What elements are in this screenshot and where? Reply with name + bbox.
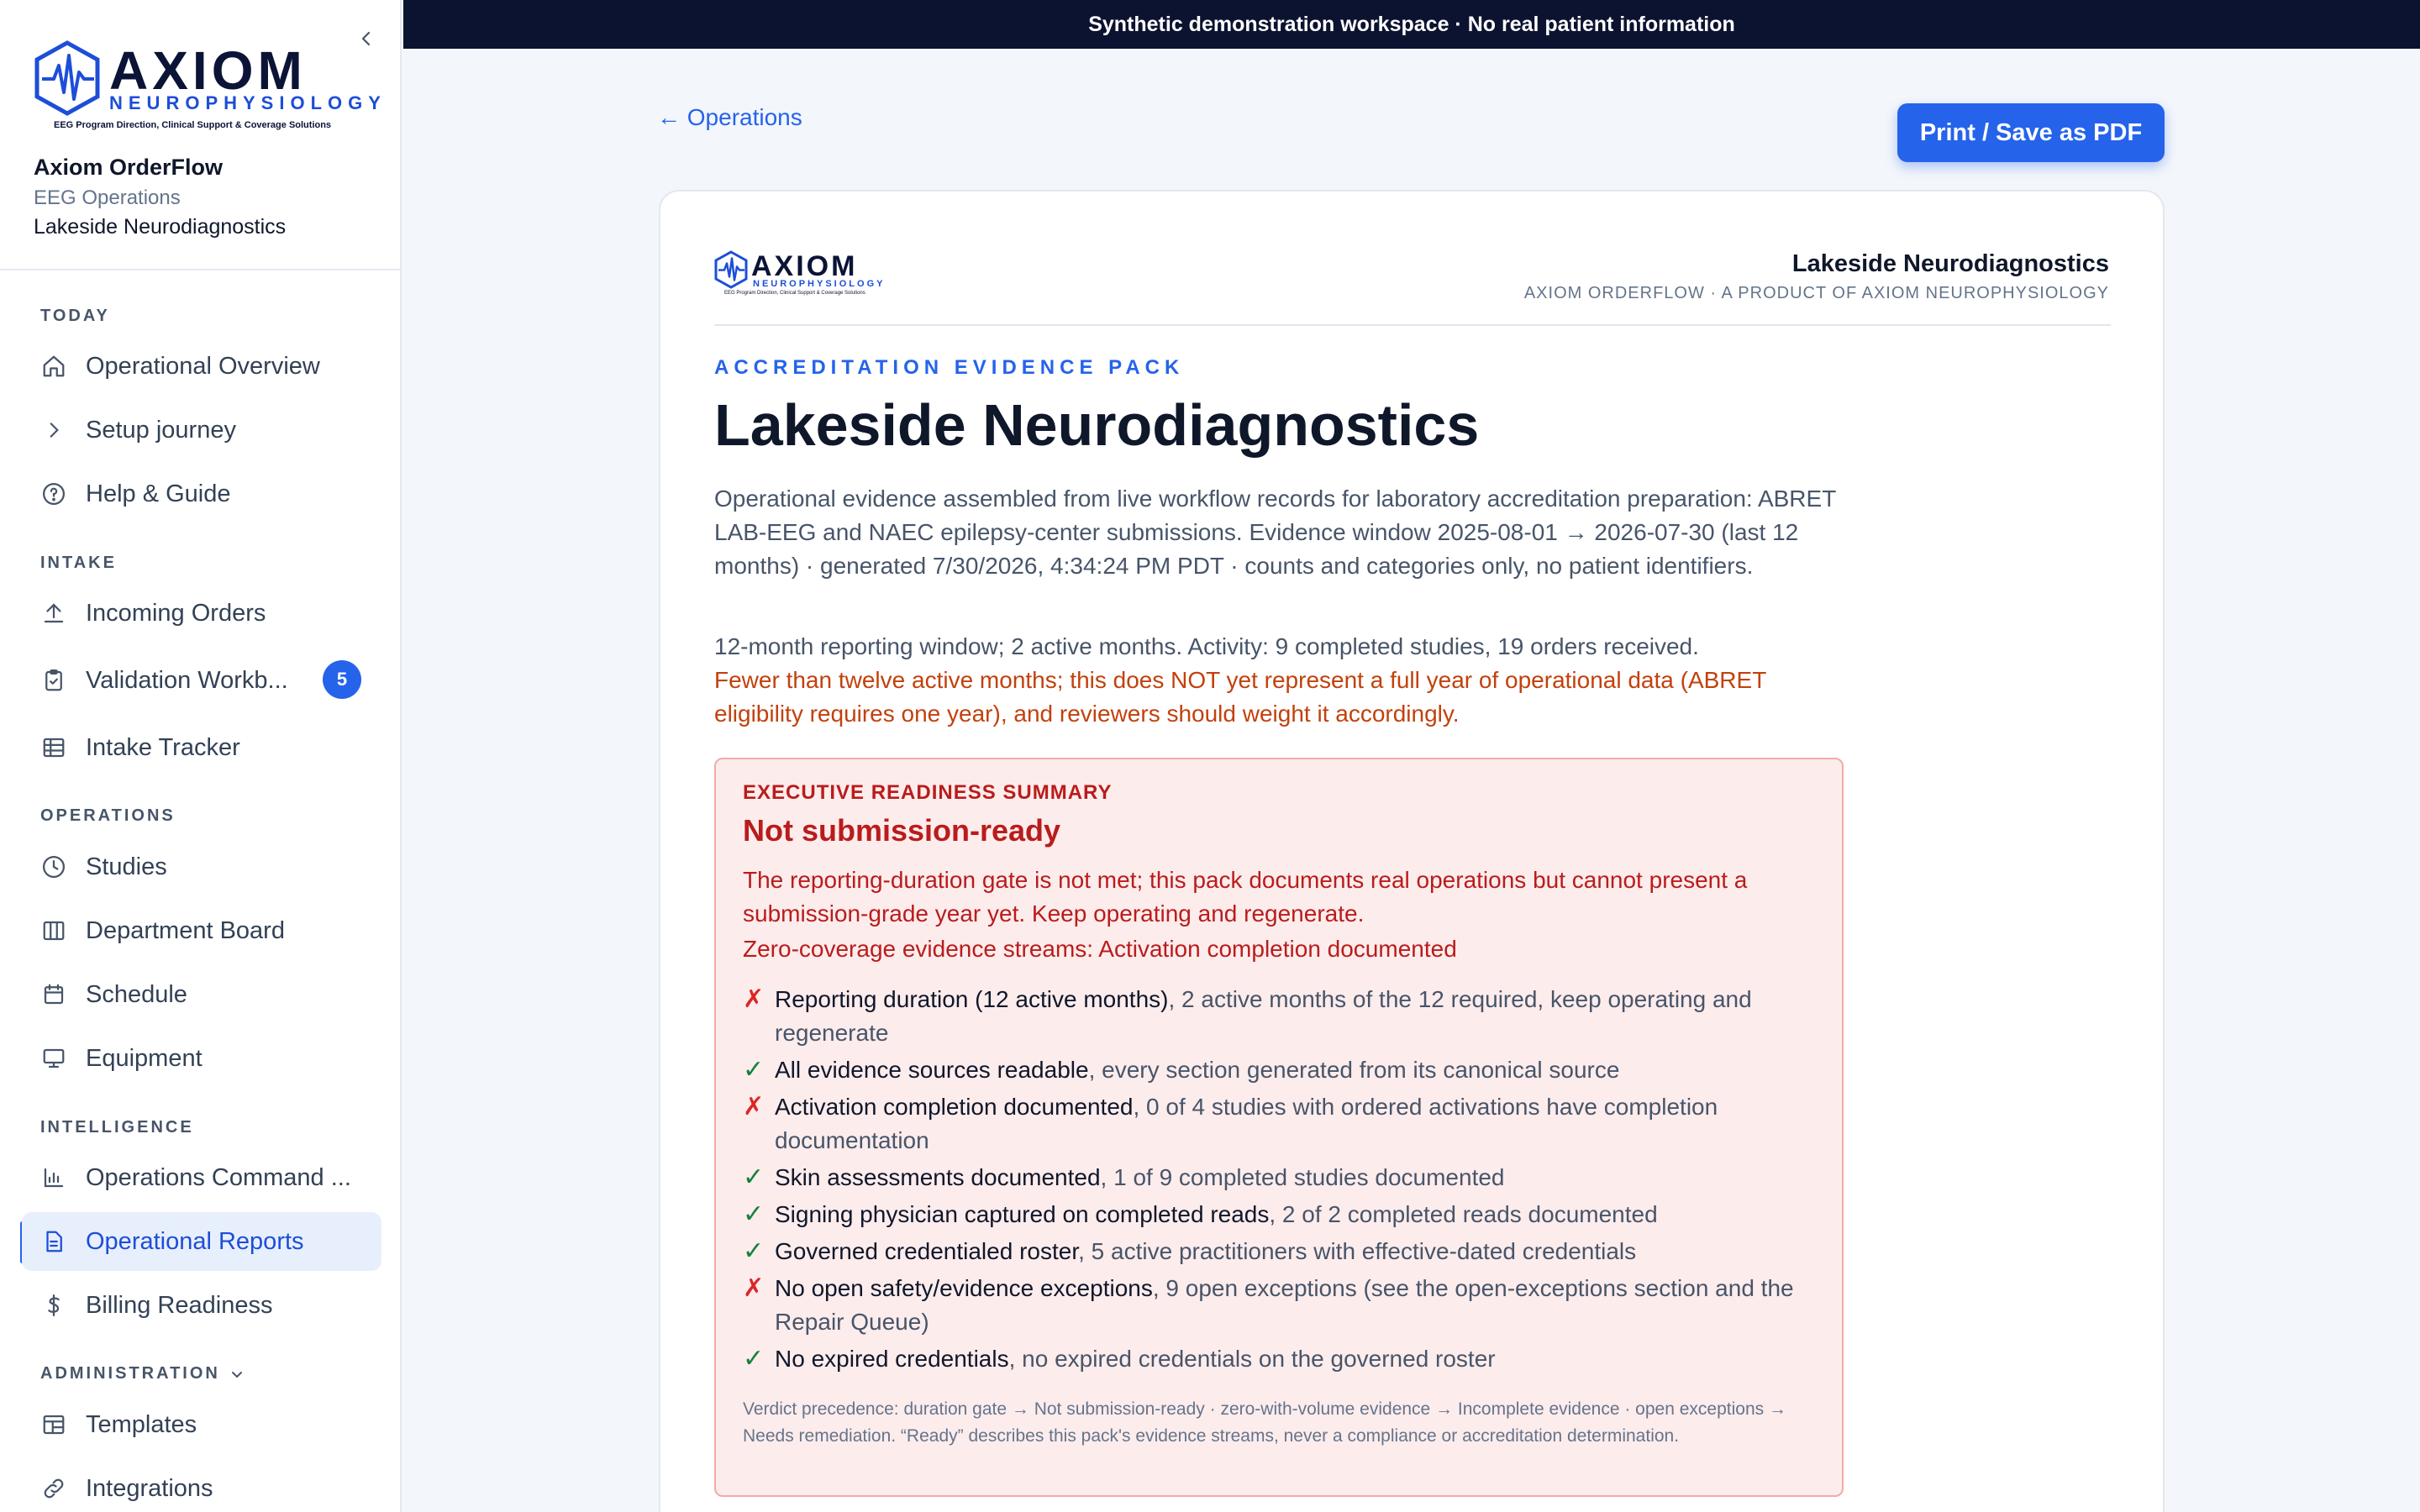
verdict-precedence-footnote: Verdict precedence: duration gate → Not submission-ready · zero-with-volume evidence → Incomplete evidence · open exceptions → Needs remediation. “Ready” describes this pack's evidence streams, never a compliance or accreditation determination. bbox=[743, 1399, 1786, 1446]
readiness-check-item bbox=[743, 1053, 1818, 1087]
section-administration[interactable] bbox=[40, 1364, 245, 1383]
check-name: Reporting duration (12 active months) bbox=[775, 986, 1169, 1012]
monitor-icon bbox=[39, 1043, 69, 1074]
readiness-check-item bbox=[743, 1090, 1818, 1158]
columns-icon bbox=[39, 916, 69, 946]
report-logo-subtitle: NEUROPHYSIOLOGY bbox=[753, 279, 886, 289]
check-detail: , no expired credentials on the governed roster bbox=[1008, 1346, 1496, 1372]
report-logo-tagline: EEG Program Direction, Clinical Support & Coverage Solutions bbox=[724, 291, 865, 296]
back-to-operations-link[interactable]: ← Operations bbox=[657, 104, 802, 130]
sidebar-item-label: Studies bbox=[86, 853, 167, 880]
sidebar-item-label: Operational Reports bbox=[86, 1227, 304, 1255]
sidebar-item-incoming-orders[interactable] bbox=[22, 584, 381, 643]
sidebar-item-billing-readiness[interactable] bbox=[22, 1276, 381, 1335]
check-name: Governed credentialed roster bbox=[775, 1238, 1079, 1264]
check-name: No open safety/evidence exceptions bbox=[775, 1275, 1153, 1301]
check-detail: , 9 open exceptions (see the open-exceptions section and the Repair Queue) bbox=[775, 1275, 1794, 1335]
sidebar-item-label: Validation Workb... bbox=[86, 666, 288, 694]
sidebar-item-intake-tracker[interactable] bbox=[22, 718, 381, 777]
axiom-logo-mark-icon bbox=[34, 40, 101, 116]
chevron-right-icon bbox=[39, 415, 69, 445]
check-name: No expired credentials bbox=[775, 1346, 1009, 1372]
readiness-check-item bbox=[743, 1161, 1818, 1194]
check-name: Activation completion documented bbox=[775, 1094, 1134, 1120]
pass-check-icon: ✓ bbox=[743, 1345, 765, 1373]
site-name: Lakeside Neurodiagnostics bbox=[34, 215, 287, 239]
readiness-check-item bbox=[743, 1235, 1818, 1268]
department-name: EEG Operations bbox=[34, 186, 181, 209]
sidebar-item-label: Operational Overview bbox=[86, 352, 320, 380]
section-intake: INTAKE bbox=[40, 554, 117, 572]
bar-chart-icon bbox=[39, 1163, 69, 1193]
readiness-check-item bbox=[743, 1342, 1818, 1376]
validation-count-badge: 5 bbox=[323, 660, 361, 699]
fail-x-icon: ✗ bbox=[743, 985, 765, 1013]
sidebar-item-label: Intake Tracker bbox=[86, 733, 240, 761]
pass-check-icon: ✓ bbox=[743, 1163, 765, 1191]
brand-tagline: EEG Program Direction, Clinical Support & Coverage Solutions bbox=[54, 120, 332, 130]
upload-icon bbox=[39, 598, 69, 628]
axiom-logo-mark-icon bbox=[714, 250, 748, 289]
sidebar-item-help-guide[interactable] bbox=[22, 465, 381, 523]
layout-template-icon bbox=[39, 1410, 69, 1440]
check-name: All evidence sources readable bbox=[775, 1057, 1089, 1083]
sidebar-item-label: Help & Guide bbox=[86, 480, 231, 507]
sidebar-item-templates[interactable] bbox=[22, 1395, 381, 1454]
section-today: TODAY bbox=[40, 307, 110, 325]
sidebar-item-label: Incoming Orders bbox=[86, 599, 266, 627]
sidebar-item-label: Integrations bbox=[86, 1474, 213, 1502]
file-text-icon bbox=[39, 1226, 69, 1257]
report-kicker: ACCREDITATION EVIDENCE PACK bbox=[714, 356, 1185, 379]
clock-icon bbox=[39, 852, 69, 882]
executive-readiness-summary bbox=[714, 758, 1844, 1497]
section-intelligence: INTELLIGENCE bbox=[40, 1118, 194, 1137]
dollar-icon bbox=[39, 1290, 69, 1320]
check-name: Skin assessments documented bbox=[775, 1164, 1101, 1190]
sidebar-item-setup-journey[interactable] bbox=[22, 401, 381, 459]
sidebar-item-schedule[interactable] bbox=[22, 965, 381, 1024]
fail-x-icon: ✗ bbox=[743, 1093, 765, 1121]
calendar-icon bbox=[39, 979, 69, 1010]
section-operations: OPERATIONS bbox=[40, 806, 176, 825]
sidebar-item-equipment[interactable] bbox=[22, 1029, 381, 1088]
sidebar-item-department-board[interactable] bbox=[22, 901, 381, 960]
check-detail: , 2 active months of the 12 required, keep operating and regenerate bbox=[775, 986, 1752, 1046]
report-title: Lakeside Neurodiagnostics bbox=[714, 392, 1480, 458]
readiness-check-item bbox=[743, 1272, 1818, 1339]
clipboard-check-icon bbox=[39, 665, 69, 696]
readiness-check-item bbox=[743, 983, 1818, 1050]
check-detail: , every section generated from its canonical source bbox=[1088, 1057, 1620, 1083]
report-header-site: Lakeside Neurodiagnostics bbox=[1791, 250, 2109, 277]
help-circle-icon bbox=[39, 479, 69, 509]
check-detail: , 0 of 4 studies with ordered activations have completion documentation bbox=[775, 1094, 1718, 1153]
print-save-pdf-button[interactable]: Print / Save as PDF bbox=[1897, 103, 2165, 162]
readiness-check-item bbox=[743, 1198, 1818, 1231]
brand-wordmark: AXIOM bbox=[109, 40, 307, 101]
sidebar-item-operations-command[interactable] bbox=[22, 1148, 381, 1207]
check-detail: , 5 active practitioners with effective-dated credentials bbox=[1078, 1238, 1637, 1264]
section-administration-label: ADMINISTRATION bbox=[40, 1364, 220, 1383]
collapse-sidebar-button[interactable] bbox=[353, 25, 380, 52]
report-card bbox=[659, 190, 2165, 1512]
home-icon bbox=[39, 351, 69, 381]
sidebar-item-operational-overview[interactable] bbox=[22, 337, 381, 396]
report-header-divider bbox=[714, 324, 2111, 326]
pass-check-icon: ✓ bbox=[743, 1200, 765, 1228]
sidebar-item-label: Schedule bbox=[86, 980, 187, 1008]
table-icon bbox=[39, 732, 69, 763]
sidebar-item-label: Billing Readiness bbox=[86, 1291, 273, 1319]
sidebar-item-label: Equipment bbox=[86, 1044, 203, 1072]
pass-check-icon: ✓ bbox=[743, 1237, 765, 1265]
reporting-window-warning: Fewer than twelve active months; this does NOT yet represent a full year of operational data (ABRET eligibility requires one year), and reviewers should weight it accordingly. bbox=[714, 667, 1766, 727]
brand-subtitle: NEUROPHYSIOLOGY bbox=[109, 92, 387, 113]
sidebar-divider bbox=[0, 269, 402, 270]
demo-workspace-banner: Synthetic demonstration workspace · No real patient information bbox=[403, 0, 2420, 49]
check-name: Signing physician captured on completed reads bbox=[775, 1201, 1270, 1227]
brand-logo bbox=[34, 40, 387, 134]
pass-check-icon: ✓ bbox=[743, 1056, 765, 1084]
sidebar-item-label: Setup journey bbox=[86, 416, 236, 444]
sidebar-item-label: Department Board bbox=[86, 916, 285, 944]
sidebar-item-integrations[interactable] bbox=[22, 1459, 381, 1512]
sidebar-item-operational-reports[interactable] bbox=[22, 1212, 381, 1271]
fail-x-icon: ✗ bbox=[743, 1274, 765, 1302]
report-description: Operational evidence assembled from live workflow records for laboratory accreditation preparation: ABRET LAB-EEG and NAEC epilepsy-center submissions. Evidence window 2025-08-01 → 2026-07-30 (last 12 months) · generated 7/30/2026, 4:34:24 PM PDT · counts and categories only, no patient identifiers. bbox=[714, 486, 1836, 579]
readiness-checklist bbox=[743, 983, 1818, 1379]
link-icon bbox=[39, 1473, 69, 1504]
report-logo bbox=[714, 250, 886, 297]
report-logo-wordmark: AXIOM bbox=[751, 250, 858, 282]
sidebar bbox=[0, 0, 402, 1512]
report-header-product: AXIOM ORDERFLOW · A PRODUCT OF AXIOM NEUROPHYSIOLOGY bbox=[1523, 284, 2109, 302]
app-name: Axiom OrderFlow bbox=[34, 155, 224, 180]
zero-coverage-streams: Zero-coverage evidence streams: Activation completion documented bbox=[743, 936, 1457, 962]
sidebar-item-label: Operations Command ... bbox=[86, 1163, 351, 1191]
sidebar-item-label: Templates bbox=[86, 1410, 197, 1438]
check-detail: , 2 of 2 completed reads documented bbox=[1269, 1201, 1658, 1227]
readiness-verdict: Not submission-ready bbox=[743, 813, 1061, 848]
chevron-left-icon bbox=[358, 30, 375, 47]
chevron-down-icon bbox=[229, 1366, 245, 1383]
sidebar-item-studies[interactable] bbox=[22, 837, 381, 896]
readiness-explanation: The reporting-duration gate is not met; this pack documents real operations but cannot present a submission-grade year yet. Keep operating and regenerate. bbox=[743, 867, 1748, 927]
check-detail: , 1 of 9 completed studies documented bbox=[1100, 1164, 1505, 1190]
reporting-window-summary: 12-month reporting window; 2 active months. Activity: 9 completed studies, 19 orders received. bbox=[714, 633, 1699, 659]
readiness-kicker: EXECUTIVE READINESS SUMMARY bbox=[743, 781, 1113, 804]
